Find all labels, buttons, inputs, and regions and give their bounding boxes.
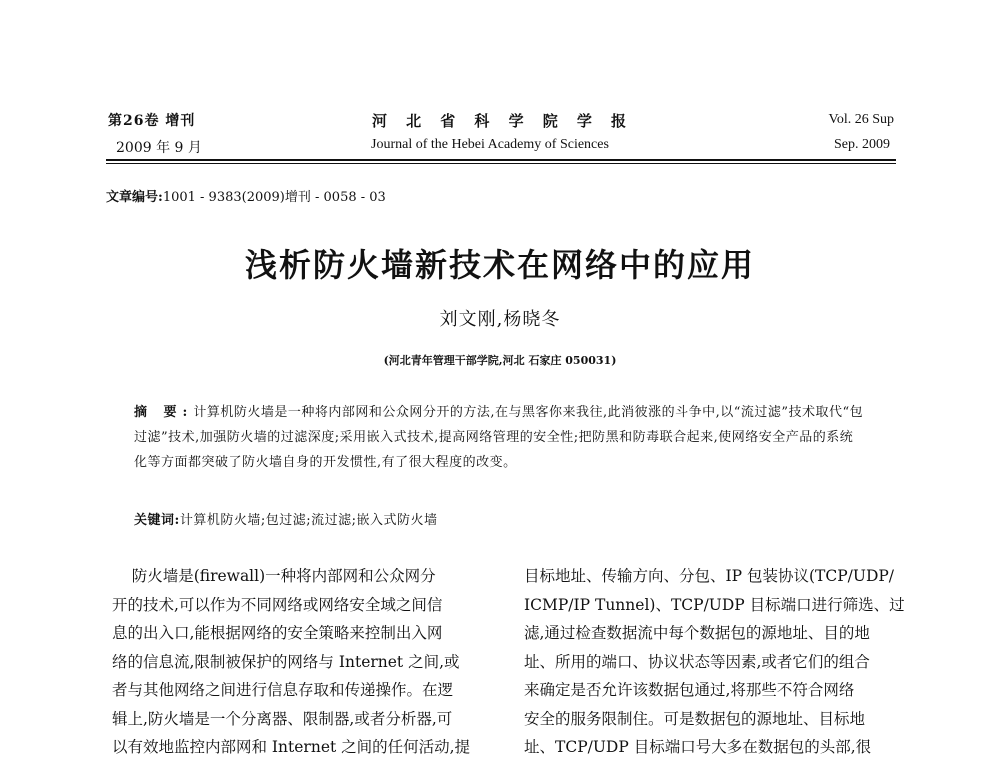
paper-affiliation: (河北青年管理干部学院,河北 石家庄 050031) — [383, 354, 617, 367]
body-line: 者与其他网络之间进行信息存取和传递操作。在逻 — [112, 681, 454, 699]
header-volume-en: Vol. 26 Sup — [828, 112, 894, 127]
abstract-text: 计算机防火墙是一种将内部网和公众网分开的方法,在与黑客你来我往,此消彼涨的斗争中,以“流过滤”技术取代“包过滤”技术,加强防火墙的过滤深度;采用嵌入式技术,提高网络管理的安全性;把防黑和防毒联合起来,使网络安全产品的系统化等方面都突破了防火墙自身的开发惯性,有了很大程度的改变。 — [134, 405, 864, 470]
body-column-right — [524, 562, 905, 762]
article-number — [106, 186, 386, 205]
keywords-label: 关键词: — [134, 513, 180, 528]
journal-char: 院 — [542, 112, 558, 130]
abstract-label: 摘 要: — [134, 405, 194, 420]
journal-char: 河 — [372, 112, 388, 130]
header-journal-cn — [372, 110, 626, 131]
journal-char: 报 — [610, 112, 626, 130]
journal-char: 科 — [474, 112, 490, 130]
body-line: 以有效地监控内部网和 Internet 之间的任何活动,提 — [112, 738, 471, 756]
body-column-left — [112, 562, 482, 762]
body-line: 息的出入口,能根据网络的安全策略来控制出入网 — [112, 624, 443, 642]
body-line: 辑上,防火墙是一个分离器、限制器,或者分析器,可 — [112, 709, 453, 728]
body-line: 滤,通过检查数据流中每个数据包的源地址、目的地 — [524, 624, 870, 642]
abstract — [134, 400, 864, 475]
keywords — [134, 509, 437, 528]
body-line: 址、所用的端口、协议状态等因素,或者它们的组合 — [524, 652, 870, 671]
keywords-text: 计算机防火墙;包过滤;流过滤;嵌入式防火墙 — [179, 513, 438, 528]
body-line: 目标地址、传输方向、分包、IP 包装协议(TCP/UDP/ — [524, 567, 895, 585]
header-date-cn: 2009 年 9 月 — [116, 140, 202, 156]
paper-authors: 刘文刚,杨晓冬 — [439, 309, 561, 330]
article-number-value: 1001 - 9383(2009)增刊 - 0058 - 03 — [162, 190, 386, 205]
body-line: 来确定是否允许该数据包通过,将那些不符合网络 — [524, 681, 855, 699]
header-date-en: Sep. 2009 — [834, 137, 890, 152]
body-line: 安全的服务限制住。可是数据包的源地址、目标地 — [524, 709, 866, 728]
header-journal-en: Journal of the Hebei Academy of Sciences — [371, 137, 609, 152]
journal-char: 北 — [406, 112, 422, 130]
journal-char: 学 — [508, 112, 524, 130]
body-line: 防火墙是(firewall)一种将内部网和公众网分 — [112, 567, 436, 585]
journal-char: 省 — [440, 112, 456, 130]
body-line: 址、TCP/UDP 目标端口号大多在数据包的头部,很 — [524, 738, 872, 756]
body-line: ICMP/IP Tunnel)、TCP/UDP 目标端口进行筛选、过 — [524, 595, 905, 614]
body-line: 开的技术,可以作为不同网络或网络安全域之间信 — [112, 595, 443, 614]
body-line: 络的信息流,限制被保护的网络与 Internet 之间,或 — [112, 652, 460, 671]
article-number-label: 文章编号: — [106, 190, 163, 205]
journal-char: 学 — [576, 112, 592, 130]
header-volume-cn: 第26卷 增刊 — [108, 113, 196, 129]
header-rule-thick — [106, 159, 896, 161]
paper-title: 浅析防火墙新技术在网络中的应用 — [244, 246, 755, 284]
header-rule-thin — [106, 163, 896, 164]
